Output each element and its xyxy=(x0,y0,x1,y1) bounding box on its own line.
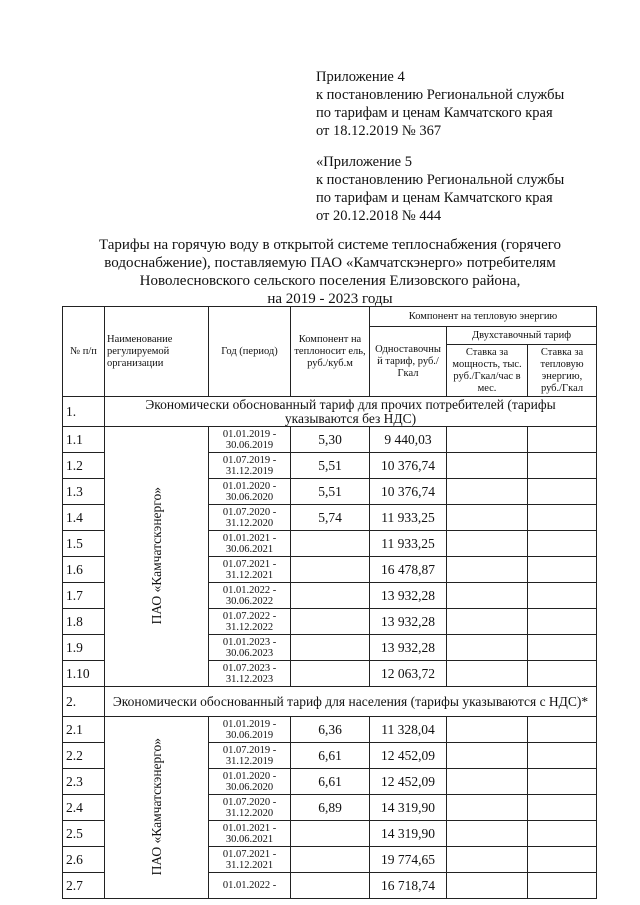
section-num: 1. xyxy=(63,397,105,427)
one-part-tariff-value: 11 933,25 xyxy=(370,505,447,531)
appendix-line: к постановлению Региональной службы xyxy=(316,87,565,103)
appendix-line: по тарифам и ценам Камчатского края xyxy=(316,105,553,121)
appendix-line: от 20.12.2018 № 444 xyxy=(316,208,442,224)
capacity-rate-value xyxy=(447,847,528,873)
one-part-tariff-value: 9 440,03 xyxy=(370,427,447,453)
heat-carrier-value xyxy=(291,873,370,899)
row-num: 1.5 xyxy=(63,531,105,557)
one-part-tariff-value: 14 319,90 xyxy=(370,821,447,847)
heat-carrier-value: 5,74 xyxy=(291,505,370,531)
title-line: водоснабжение), поставляемую ПАО «Камчатскэнерго» потребителям xyxy=(104,255,556,271)
capacity-rate-value xyxy=(447,453,528,479)
org-name-cell xyxy=(105,427,209,687)
period-cell: 01.07.2020 - 31.12.2020 xyxy=(209,505,291,531)
capacity-rate-value xyxy=(447,795,528,821)
energy-rate-value xyxy=(528,479,597,505)
period-cell: 01.07.2023 - 31.12.2023 xyxy=(209,661,291,687)
title-line: Тарифы на горячую воду в открытой системе теплоснабжения (горячего xyxy=(98,237,562,253)
header-num: № п/п xyxy=(63,307,105,397)
period-cell: 01.07.2021 - 31.12.2021 xyxy=(209,847,291,873)
energy-rate-value xyxy=(528,583,597,609)
energy-rate-value xyxy=(528,821,597,847)
one-part-tariff-value: 13 932,28 xyxy=(370,583,447,609)
tariff-table xyxy=(62,306,597,899)
capacity-rate-value xyxy=(447,427,528,453)
header-thermal-energy: Компонент на тепловую энергию xyxy=(370,307,597,327)
capacity-rate-value xyxy=(447,505,528,531)
period-cell: 01.01.2021 - 30.06.2021 xyxy=(209,821,291,847)
capacity-rate-value xyxy=(447,635,528,661)
row-num: 1.7 xyxy=(63,583,105,609)
capacity-rate-value xyxy=(447,661,528,687)
header-period: Год (период) xyxy=(209,307,291,397)
energy-rate-value xyxy=(528,769,597,795)
appendix-current xyxy=(316,68,616,140)
energy-rate-value xyxy=(528,847,597,873)
period-cell: 01.07.2019 - 31.12.2019 xyxy=(209,453,291,479)
heat-carrier-value: 6,61 xyxy=(291,743,370,769)
appendix-line: от 18.12.2019 № 367 xyxy=(316,123,442,139)
header-energy-rate: Ставка за тепловую энергию, руб./Гкал xyxy=(528,345,597,397)
heat-carrier-value xyxy=(291,583,370,609)
org-name: ПАО «Камчатскэнерго» xyxy=(149,737,164,876)
capacity-rate-value xyxy=(447,717,528,743)
energy-rate-value xyxy=(528,557,597,583)
one-part-tariff-value: 10 376,74 xyxy=(370,453,447,479)
period-cell: 01.01.2022 - 30.06.2022 xyxy=(209,583,291,609)
period-cell: 01.01.2020 - 30.06.2020 xyxy=(209,479,291,505)
row-num: 1.9 xyxy=(63,635,105,661)
header-capacity-rate: Ставка за мощность, тыс. руб./Гкал/час в мес. xyxy=(447,345,528,397)
one-part-tariff-value: 11 328,04 xyxy=(370,717,447,743)
period-cell: 01.01.2019 - 30.06.2019 xyxy=(209,427,291,453)
appendix-line: «Приложение 5 xyxy=(316,154,412,170)
energy-rate-value xyxy=(528,717,597,743)
row-num: 2.3 xyxy=(63,769,105,795)
row-num: 1.3 xyxy=(63,479,105,505)
heat-carrier-value: 6,89 xyxy=(291,795,370,821)
org-name: ПАО «Камчатскэнерго» xyxy=(149,486,164,625)
energy-rate-value xyxy=(528,873,597,899)
section-row xyxy=(63,397,597,427)
energy-rate-value xyxy=(528,743,597,769)
one-part-tariff-value: 16 478,87 xyxy=(370,557,447,583)
section-num: 2. xyxy=(63,687,105,717)
capacity-rate-value xyxy=(447,821,528,847)
section-title: Экономически обоснованный тариф для населения (тарифы указываются с НДС)* xyxy=(105,687,597,717)
period-cell: 01.01.2019 - 30.06.2019 xyxy=(209,717,291,743)
one-part-tariff-value: 19 774,65 xyxy=(370,847,447,873)
energy-rate-value xyxy=(528,427,597,453)
row-num: 2.5 xyxy=(63,821,105,847)
heat-carrier-value xyxy=(291,557,370,583)
header-two-part: Двухставочный тариф xyxy=(447,327,597,345)
heat-carrier-value xyxy=(291,821,370,847)
energy-rate-value xyxy=(528,635,597,661)
row-num: 2.6 xyxy=(63,847,105,873)
energy-rate-value xyxy=(528,505,597,531)
row-num: 2.7 xyxy=(63,873,105,899)
row-num: 1.10 xyxy=(63,661,105,687)
row-num: 1.1 xyxy=(63,427,105,453)
section-title: Экономически обоснованный тариф для прочих потребителей (тарифы указываются без НДС) xyxy=(105,397,597,427)
heat-carrier-value: 6,61 xyxy=(291,769,370,795)
period-cell: 01.07.2020 - 31.12.2020 xyxy=(209,795,291,821)
period-cell: 01.07.2019 - 31.12.2019 xyxy=(209,743,291,769)
appendix-previous xyxy=(316,153,616,225)
table-row xyxy=(63,427,597,453)
one-part-tariff-value: 16 718,74 xyxy=(370,873,447,899)
one-part-tariff-value: 12 452,09 xyxy=(370,769,447,795)
capacity-rate-value xyxy=(447,769,528,795)
energy-rate-value xyxy=(528,661,597,687)
appendix-line: Приложение 4 xyxy=(316,69,405,85)
header-heat-carrier: Компонент на теплоносит ель, руб./куб.м xyxy=(291,307,370,397)
one-part-tariff-value: 11 933,25 xyxy=(370,531,447,557)
title-line: на 2019 - 2023 годы xyxy=(267,291,393,307)
period-cell: 01.01.2022 - xyxy=(209,873,291,899)
one-part-tariff-value: 10 376,74 xyxy=(370,479,447,505)
period-cell: 01.07.2021 - 31.12.2021 xyxy=(209,557,291,583)
row-num: 1.4 xyxy=(63,505,105,531)
one-part-tariff-value: 12 452,09 xyxy=(370,743,447,769)
heat-carrier-value xyxy=(291,609,370,635)
row-num: 2.4 xyxy=(63,795,105,821)
row-num: 2.1 xyxy=(63,717,105,743)
capacity-rate-value xyxy=(447,873,528,899)
capacity-rate-value xyxy=(447,743,528,769)
heat-carrier-value xyxy=(291,847,370,873)
energy-rate-value xyxy=(528,609,597,635)
capacity-rate-value xyxy=(447,557,528,583)
energy-rate-value xyxy=(528,453,597,479)
one-part-tariff-value: 14 319,90 xyxy=(370,795,447,821)
energy-rate-value xyxy=(528,795,597,821)
row-num: 1.6 xyxy=(63,557,105,583)
heat-carrier-value xyxy=(291,635,370,661)
appendix-line: к постановлению Региональной службы xyxy=(316,172,565,188)
row-num: 1.8 xyxy=(63,609,105,635)
org-name-cell xyxy=(105,717,209,899)
energy-rate-value xyxy=(528,531,597,557)
capacity-rate-value xyxy=(447,479,528,505)
heat-carrier-value: 6,36 xyxy=(291,717,370,743)
heat-carrier-value: 5,30 xyxy=(291,427,370,453)
period-cell: 01.01.2021 - 30.06.2021 xyxy=(209,531,291,557)
period-cell: 01.01.2023 - 30.06.2023 xyxy=(209,635,291,661)
capacity-rate-value xyxy=(447,531,528,557)
header-org: Наименование регулируемой организации xyxy=(105,307,209,397)
section-row xyxy=(63,687,597,717)
table-row xyxy=(63,717,597,743)
title-line: Новолесновского сельского поселения Елизовского района, xyxy=(139,273,521,289)
period-cell: 01.07.2022 - 31.12.2022 xyxy=(209,609,291,635)
one-part-tariff-value: 13 932,28 xyxy=(370,635,447,661)
appendix-line: по тарифам и ценам Камчатского края xyxy=(316,190,553,206)
capacity-rate-value xyxy=(447,609,528,635)
header-one-part: Одноставочны й тариф, руб./Гкал xyxy=(370,327,447,397)
heat-carrier-value xyxy=(291,661,370,687)
heat-carrier-value: 5,51 xyxy=(291,479,370,505)
period-cell: 01.01.2020 - 30.06.2020 xyxy=(209,769,291,795)
document-title xyxy=(60,236,600,308)
row-num: 2.2 xyxy=(63,743,105,769)
one-part-tariff-value: 13 932,28 xyxy=(370,609,447,635)
capacity-rate-value xyxy=(447,583,528,609)
row-num: 1.2 xyxy=(63,453,105,479)
heat-carrier-value xyxy=(291,531,370,557)
heat-carrier-value: 5,51 xyxy=(291,453,370,479)
one-part-tariff-value: 12 063,72 xyxy=(370,661,447,687)
